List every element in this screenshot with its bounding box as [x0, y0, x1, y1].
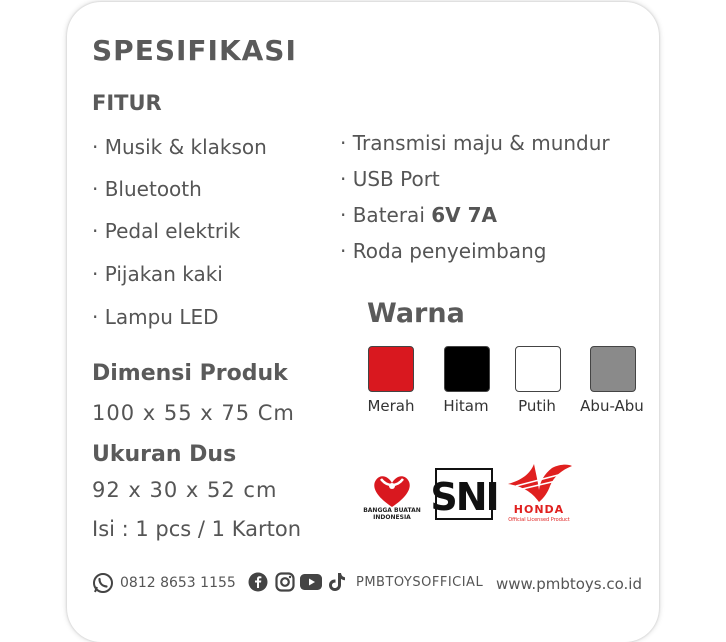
baterai-label: · Baterai — [340, 203, 432, 227]
feature-item: · Pijakan kaki — [92, 262, 223, 286]
instagram-icon[interactable] — [275, 572, 295, 596]
feature-item: · Pedal elektrik — [92, 219, 241, 243]
baterai-value: 6V 7A — [431, 203, 497, 227]
website-link[interactable]: www.pmbtoys.co.id — [496, 575, 642, 593]
color-swatch-abu-abu[interactable] — [590, 346, 636, 392]
color-swatch-putih[interactable] — [515, 346, 561, 392]
honda-logo — [504, 462, 574, 526]
phone-number: 0812 8653 1155 — [120, 575, 236, 591]
honda-sub: Official Licensed Product — [508, 517, 570, 523]
feature-item: · Lampu LED — [92, 305, 219, 329]
bangga-buatan-indonesia-logo — [363, 467, 421, 525]
feature-item: · Musik & klakson — [92, 135, 267, 159]
youtube-icon[interactable] — [300, 574, 322, 594]
dimensi-heading: Dimensi Produk — [92, 361, 288, 386]
color-swatch-merah[interactable] — [368, 346, 414, 392]
color-swatch-hitam[interactable] — [444, 346, 490, 392]
social-handle: PMBTOYSOFFICIAL — [356, 575, 484, 590]
warna-heading: Warna — [367, 298, 465, 329]
feature-item-baterai — [340, 203, 497, 227]
feature-item: · Roda penyeimbang — [340, 239, 547, 263]
ukuran-heading: Ukuran Dus — [92, 442, 237, 467]
dimensi-value: 100 x 55 x 75 Cm — [92, 401, 295, 425]
isi-value: Isi : 1 pcs / 1 Karton — [92, 517, 302, 541]
color-label: Hitam — [443, 397, 489, 415]
feature-item: · USB Port — [340, 167, 440, 191]
fitur-heading: FITUR — [92, 91, 162, 115]
bangga-line2: INDONESIA — [373, 514, 411, 521]
sni-text: SNI — [430, 475, 498, 519]
facebook-icon[interactable] — [248, 572, 268, 596]
bangga-line1: BANGGA BUATAN — [363, 507, 421, 514]
color-label: Putih — [518, 397, 556, 415]
page-title: SPESIFIKASI — [92, 34, 297, 67]
color-label: Abu-Abu — [580, 397, 644, 415]
whatsapp-icon — [92, 572, 114, 598]
feature-item: · Bluetooth — [92, 177, 202, 201]
tiktok-icon[interactable] — [328, 572, 346, 596]
color-label: Merah — [367, 397, 415, 415]
feature-item: · Transmisi maju & mundur — [340, 131, 610, 155]
ukuran-value: 92 x 30 x 52 cm — [92, 478, 278, 502]
honda-text: HONDA — [513, 503, 565, 516]
sni-logo — [430, 468, 498, 520]
